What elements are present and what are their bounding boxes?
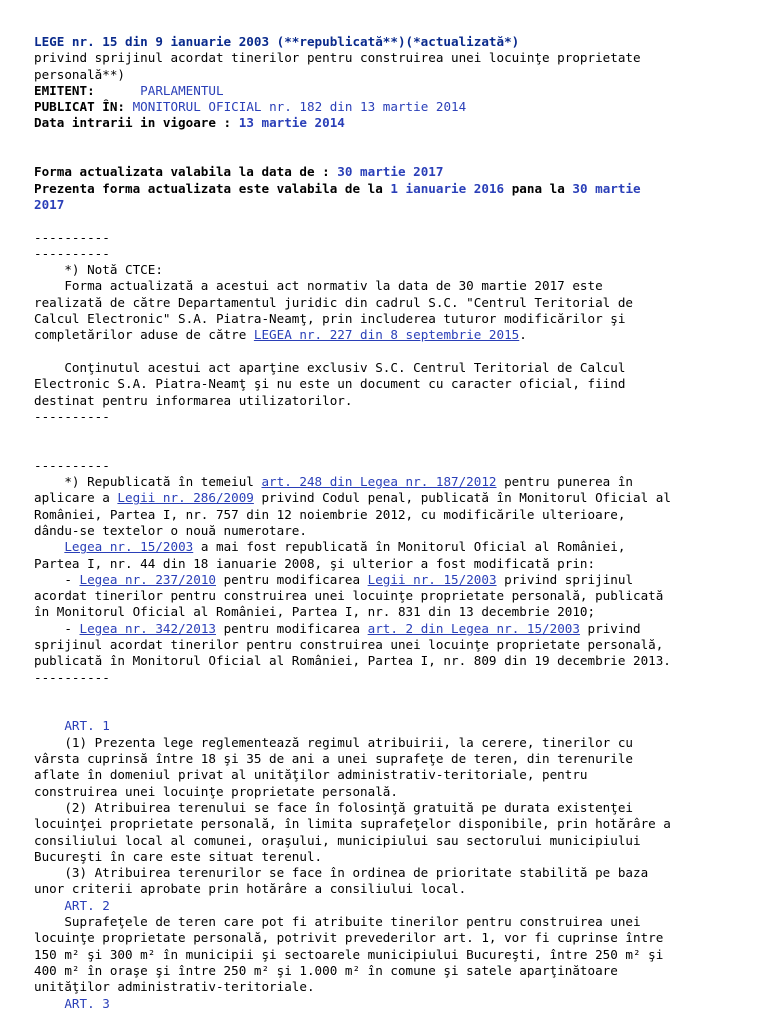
nota-line: Calcul Electronic" S.A. Piatra-Neamţ, prin includerea tuturor modificărilor şi (34, 311, 626, 327)
art-1-line: unor criterii aprobate prin hotărâre a consiliului local. (34, 881, 467, 897)
republicare-line: dându-se textelor o nouă numerotare. (34, 522, 307, 538)
nota-heading: *) Notă CTCE: (34, 262, 163, 278)
forma-label-1: Forma actualizata valabila la data de : (34, 164, 330, 180)
nota-line: Electronic S.A. Piatra-Neamţ şi nu este un document cu caracter oficial, fiind (34, 376, 626, 392)
art-1-line: Bucureşti în care este situat terenul. (34, 848, 323, 864)
separator: ---------- (34, 408, 110, 424)
law-subtitle-line-1: privind sprijinul acordat tinerilor pentru construirea unei locuinţe proprietate (34, 50, 641, 66)
vigoare-row (34, 115, 744, 131)
republicare-line: - Legea nr. 237/2010 pentru modificarea Legii nr. 15/2003 privind sprijinul (34, 571, 634, 587)
republicare-line: Partea I, nr. 44 din 18 ianuarie 2008, şi ulterior a fost modificată prin: (34, 555, 596, 571)
law-title: LEGE nr. 15 din 9 ianuarie 2003 (**republicată**)(*actualizată*) (34, 34, 520, 49)
legea-237-2010-link[interactable]: Legea nr. 237/2010 (79, 571, 216, 587)
art-1-line: vârsta cuprinsă între 18 şi 35 de ani a unei suprafeţe de teren, din terenurile (34, 751, 633, 767)
forma-label-2: Prezenta forma actualizata este valabila de la (34, 180, 383, 196)
art-1-line: (1) Prezenta lege reglementează regimul atribuirii, la cerere, tinerilor cu (34, 734, 633, 750)
vigoare-label: Data intrarii in vigoare : (34, 115, 232, 131)
separator: ---------- (34, 245, 110, 261)
art-1-line: locuinţei proprietate personală, în limita suprafeţelor disponibile, prin hotărâre a (34, 816, 671, 832)
law-subtitle-line-2: personală**) (34, 66, 125, 82)
republicare-line: României, Partea I, nr. 757 din 12 noiembrie 2012, cu modificările ulterioare, (34, 506, 626, 522)
forma-date-2: 1 ianuarie 2016 (390, 180, 505, 196)
art-1-line: consiliului local al comunei, oraşului, municipiului sau sectorului municipiului (34, 832, 641, 848)
art-1-line: construirea unei locuinţe proprietate personală. (34, 783, 398, 799)
republicare-line: *) Republicată în temeiul art. 248 din Legea nr. 187/2012 pentru punerea în (34, 474, 633, 490)
legii-286-2009-link[interactable]: Legii nr. 286/2009 (117, 490, 254, 506)
publicat-value: MONITORUL OFICIAL nr. 182 din 13 martie 2014 (132, 99, 467, 115)
republicare-line: Legea nr. 15/2003 a mai fost republicată în Monitorul Oficial al României, (64, 539, 626, 555)
legea-15-2003-link[interactable]: Legea nr. 15/2003 (64, 539, 194, 555)
legii-15-2003-link[interactable]: Legii nr. 15/2003 (367, 571, 497, 587)
art-1-heading: ART. 1 (64, 718, 110, 734)
forma-date-3a: 30 martie (572, 180, 641, 196)
republicare-line: în Monitorul Oficial al României, Partea I, nr. 831 din 13 decembrie 2010; (34, 604, 596, 620)
publicat-row (34, 99, 744, 115)
art-2-line: unităţilor administrativ-teritoriale. (34, 979, 315, 995)
document-page (34, 34, 744, 1012)
forma-label-3: pana la (511, 180, 565, 196)
forma-row-1 (34, 164, 744, 180)
republicare-line: aplicare a Legii nr. 286/2009 privind Codul penal, publicată în Monitorul Oficial al (34, 490, 671, 506)
republicare-line: publicată în Monitorul Oficial al României, Partea I, nr. 809 din 19 decembrie 2013. (34, 653, 671, 669)
art-1-line: (2) Atribuirea terenului se face în folosinţă gratuită pe durata existenţei (34, 799, 633, 815)
republicare-line: acordat tinerilor pentru construirea unei locuinţe proprietate personală, publicată (34, 588, 664, 604)
forma-date-3b: 2017 (34, 196, 65, 212)
forma-date-1: 30 martie 2017 (337, 164, 444, 180)
separator: ---------- (34, 229, 110, 245)
vigoare-value: 13 martie 2014 (238, 115, 345, 131)
nota-line: realizată de către Departamentul juridic din cadrul S.C. "Centrul Teritorial de (34, 294, 633, 310)
separator: ---------- (34, 669, 110, 685)
emitent-value: PARLAMENTUL (140, 82, 224, 98)
art-2-line: locuinţe proprietate personală, potrivit prevederilor art. 1, vor fi cuprinse între (34, 930, 664, 946)
art-1-line: (3) Atribuirea terenurilor se face în ordinea de prioritate stabilită pe baza (34, 865, 649, 881)
republicare-line: sprijinul acordat tinerilor pentru construirea unei locuinţe proprietate personală, (34, 636, 664, 652)
art-2-line: 150 m² şi 300 m² în municipii şi sectoarele municipiului Bucureşti, între 250 m² şi (34, 946, 664, 962)
art-3-heading: ART. 3 (64, 995, 110, 1011)
emitent-label: EMITENT: (34, 82, 95, 98)
art-2-legea-15-2003-link[interactable]: art. 2 din Legea nr. 15/2003 (367, 620, 580, 636)
art-2-line: 400 m² în oraşe şi între 250 m² şi 1.000 m² în comune şi satele aparţinătoare (34, 962, 618, 978)
nota-line: Conţinutul acestui act aparţine exclusiv S.C. Centrul Teritorial de Calcul (34, 359, 626, 375)
art-1-line: aflate în domeniul privat al unităţilor administrativ-teritoriale, pentru (34, 767, 588, 783)
art-248-legea-187-2012-link[interactable]: art. 248 din Legea nr. 187/2012 (261, 474, 497, 490)
forma-row-2 (34, 181, 744, 197)
republicare-line: - Legea nr. 342/2013 pentru modificarea art. 2 din Legea nr. 15/2003 privind (34, 620, 641, 636)
art-2-line: Suprafeţele de teren care pot fi atribuite tinerilor pentru construirea unei (34, 914, 641, 930)
nota-line: completărilor aduse de către LEGEA nr. 227 din 8 septembrie 2015. (34, 327, 527, 343)
separator: ---------- (34, 457, 110, 473)
lege-227-2015-link[interactable]: LEGEA nr. 227 din 8 septembrie 2015 (253, 327, 520, 343)
emitent-row (34, 83, 744, 99)
nota-line: destinat pentru informarea utilizatorilor. (34, 392, 353, 408)
art-2-heading: ART. 2 (64, 897, 110, 913)
legea-342-2013-link[interactable]: Legea nr. 342/2013 (79, 620, 216, 636)
publicat-label: PUBLICAT ÎN: (34, 99, 125, 115)
nota-line: Forma actualizată a acestui act normativ la data de 30 martie 2017 este (34, 278, 603, 294)
